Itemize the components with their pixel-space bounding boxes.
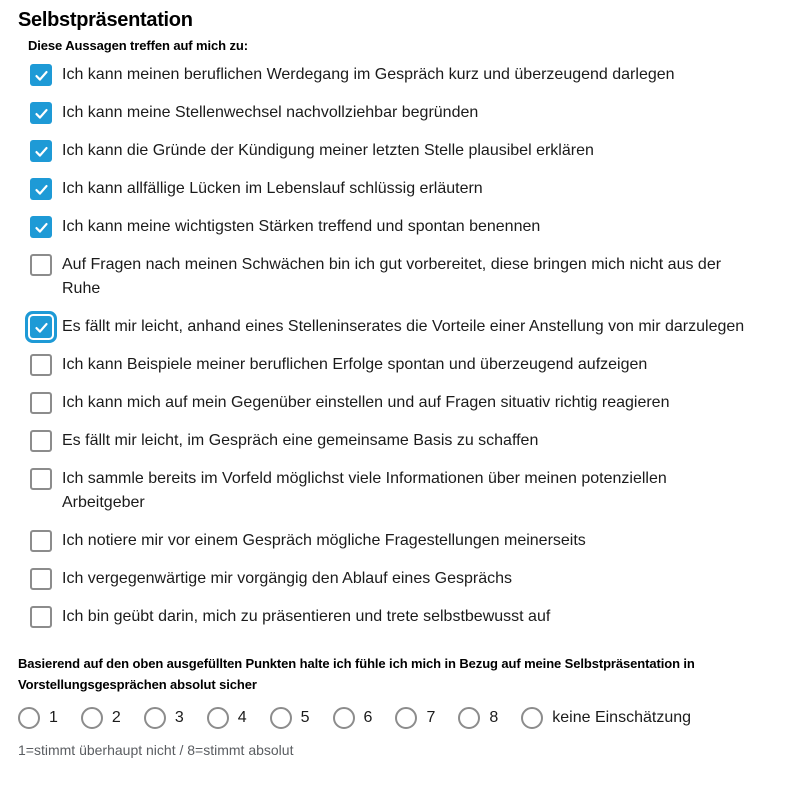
radio-icon[interactable]: [18, 707, 40, 729]
rating-option-label: 2: [111, 709, 121, 726]
checklist-item: [30, 392, 771, 415]
rating-option[interactable]: [395, 707, 435, 729]
checkbox-label: Ich notiere mir vor einem Gespräch mögliche Fragestellungen meinerseits: [62, 532, 586, 549]
page-title: Selbstpräsentation: [18, 9, 193, 31]
radio-icon[interactable]: [333, 707, 355, 729]
checkmark-icon: [34, 68, 49, 83]
checkbox[interactable]: [30, 216, 52, 238]
checkbox[interactable]: [30, 468, 52, 490]
checkbox-label: Auf Fragen nach meinen Schwächen bin ich gut vorbereitet, diese bringen mich nicht aus der Ruhe: [62, 256, 722, 297]
checklist-item: [30, 140, 771, 163]
checkmark-icon: [34, 220, 49, 235]
checkbox[interactable]: [30, 568, 52, 590]
rating-option-label: 3: [174, 709, 184, 726]
section-instruction: Diese Aussagen treffen auf mich zu:: [28, 38, 248, 53]
checklist-item: [30, 216, 771, 239]
checklist-item: [30, 64, 771, 87]
radio-icon[interactable]: [207, 707, 229, 729]
rating-option-label: 4: [237, 709, 247, 726]
checkbox-label: Ich bin geübt darin, mich zu präsentieren und trete selbstbewusst auf: [62, 608, 551, 625]
rating-option[interactable]: [18, 707, 58, 729]
rating-option-label: 8: [489, 709, 499, 726]
checkbox[interactable]: [30, 392, 52, 414]
checkbox[interactable]: [30, 354, 52, 376]
checkbox-label: Ich kann allfällige Lücken im Lebenslauf schlüssig erläutern: [62, 180, 483, 197]
checkbox-label: Ich kann mich auf mein Gegenüber einstellen und auf Fragen situativ richtig reagieren: [62, 394, 670, 411]
checklist-item: [30, 254, 771, 301]
rating-option[interactable]: [333, 707, 373, 729]
checkmark-icon: [34, 320, 49, 335]
radio-icon[interactable]: [144, 707, 166, 729]
checkbox-label: Ich kann meine Stellenwechsel nachvollziehbar begründen: [62, 104, 479, 121]
checklist-item: [30, 568, 771, 591]
checkmark-icon: [34, 144, 49, 159]
checkbox[interactable]: [30, 178, 52, 200]
checklist-item: [30, 102, 771, 125]
radio-icon[interactable]: [521, 707, 543, 729]
checklist-item: [30, 468, 771, 515]
rating-option[interactable]: [207, 707, 247, 729]
checkbox-label: Es fällt mir leicht, anhand eines Stelleninserates die Vorteile einer Anstellung von mir darzulegen: [62, 318, 745, 335]
rating-option[interactable]: [458, 707, 498, 729]
rating-question: Basierend auf den oben ausgefüllten Punkten halte ich fühle ich mich in Bezug auf meine Selbstpräsentation in Vorstellungsgesprächen absolut sicher: [18, 656, 695, 692]
radio-icon[interactable]: [270, 707, 292, 729]
checklist: [30, 64, 771, 629]
rating-option[interactable]: [270, 707, 310, 729]
rating-option-label: keine Einschätzung: [552, 709, 692, 726]
rating-legend: 1=stimmt überhaupt nicht / 8=stimmt absolut: [18, 742, 294, 758]
checkbox[interactable]: [30, 102, 52, 124]
checkbox[interactable]: [30, 254, 52, 276]
checkbox-label: Ich vergegenwärtige mir vorgängig den Ablauf eines Gesprächs: [62, 570, 513, 587]
checklist-item: [30, 316, 771, 339]
checkmark-icon: [34, 106, 49, 121]
checklist-item: [30, 530, 771, 553]
checkbox[interactable]: [30, 606, 52, 628]
checklist-item: [30, 178, 771, 201]
checkbox[interactable]: [30, 140, 52, 162]
checkmark-icon: [34, 182, 49, 197]
checkbox[interactable]: [30, 430, 52, 452]
radio-icon[interactable]: [81, 707, 103, 729]
checklist-item: [30, 430, 771, 453]
checklist-item: [30, 606, 771, 629]
checkbox-label: Ich kann meinen beruflichen Werdegang im Gespräch kurz und überzeugend darlegen: [62, 66, 675, 83]
rating-option-label: 6: [363, 709, 373, 726]
checkbox-label: Es fällt mir leicht, im Gespräch eine gemeinsame Basis zu schaffen: [62, 432, 539, 449]
checkbox-label: Ich kann meine wichtigsten Stärken treffend und spontan benennen: [62, 218, 541, 235]
rating-option-label: 7: [426, 709, 436, 726]
rating-option-label: 5: [300, 709, 310, 726]
checkbox[interactable]: [30, 316, 52, 338]
rating-section: [18, 653, 771, 758]
rating-options: [18, 707, 771, 729]
checkbox-label: Ich sammle bereits im Vorfeld möglichst viele Informationen über meinen potenziellen Arbeitgeber: [62, 470, 667, 511]
radio-icon[interactable]: [395, 707, 417, 729]
rating-option[interactable]: [81, 707, 121, 729]
checkbox[interactable]: [30, 64, 52, 86]
radio-icon[interactable]: [458, 707, 480, 729]
rating-option[interactable]: [144, 707, 184, 729]
checkbox-label: Ich kann die Gründe der Kündigung meiner letzten Stelle plausibel erklären: [62, 142, 594, 159]
rating-option-label: 1: [49, 709, 58, 726]
checkbox[interactable]: [30, 530, 52, 552]
rating-option[interactable]: [521, 707, 691, 729]
checkbox-label: Ich kann Beispiele meiner beruflichen Erfolge spontan und überzeugend aufzeigen: [62, 356, 648, 373]
checklist-item: [30, 354, 771, 377]
